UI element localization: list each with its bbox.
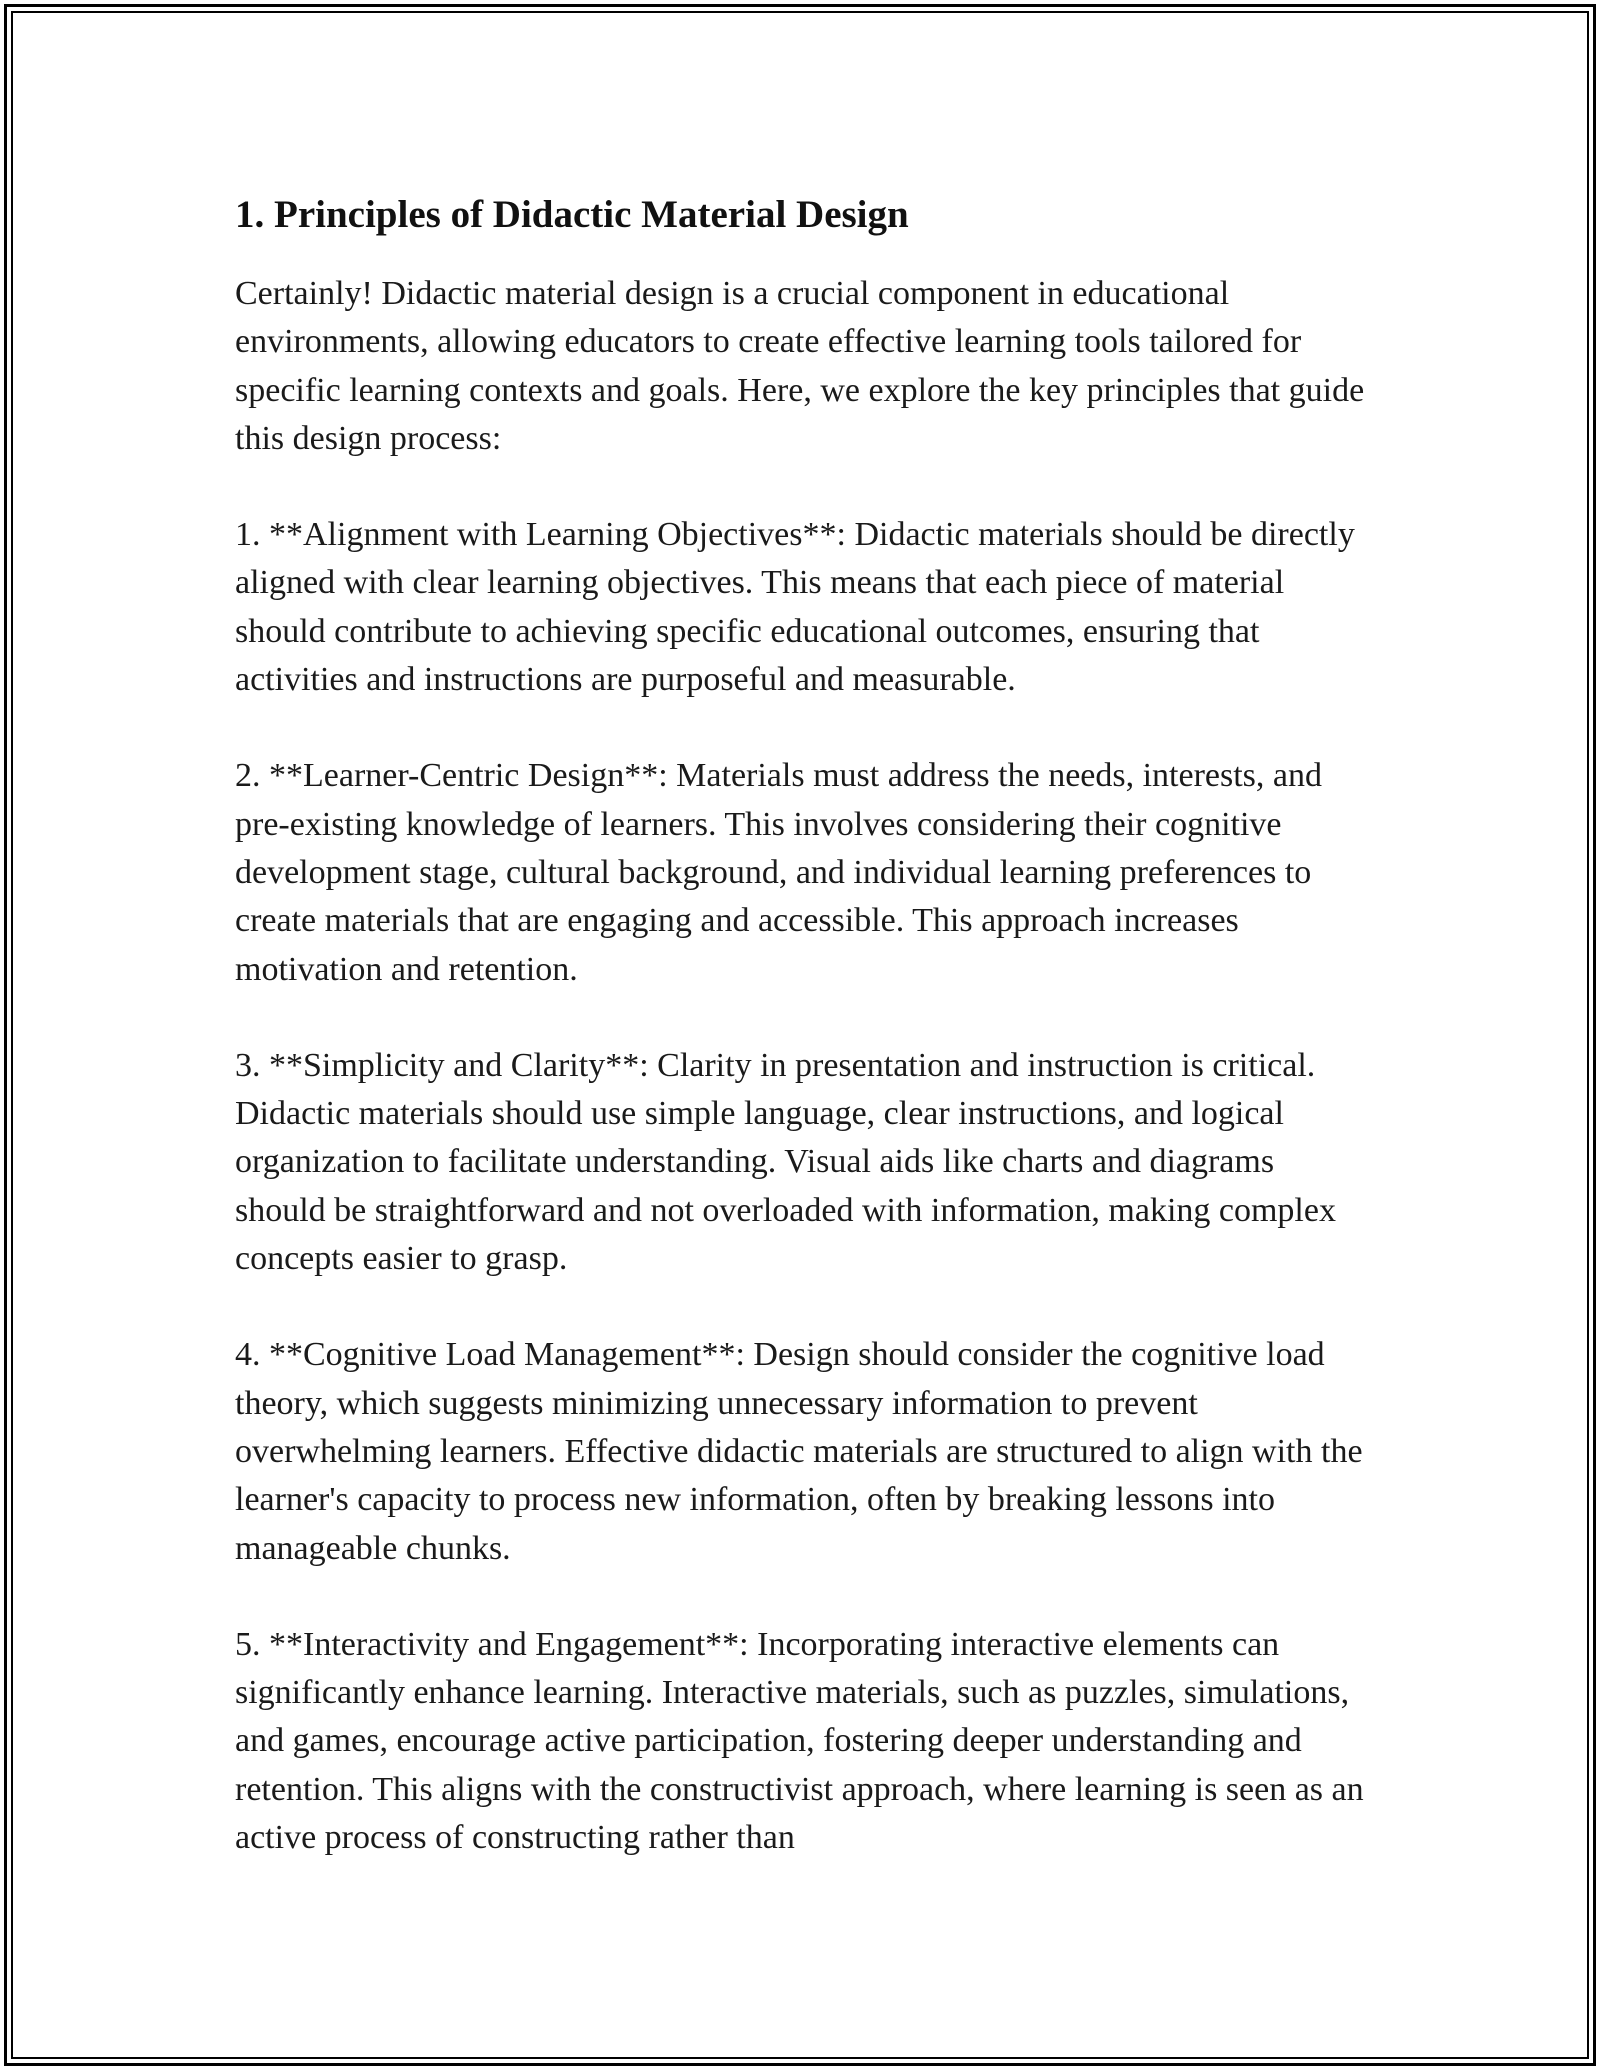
- paragraph-interactivity: 5. **Interactivity and Engagement**: Incorporating interactive elements can significantly enhance learning. Interactive materials, such as puzzles, simulations, and games, encourage active participation, fostering deeper understanding and retention. This aligns with the constructivist approach, where learning is seen as an active process of constructing rather than: [235, 1625, 1364, 1857]
- document-body: [235, 188, 1365, 1862]
- paragraph-learner-centric: 2. **Learner-Centric Design**: Materials must address the needs, interests, and pre-existing knowledge of learners. This involves considering their cognitive development stage, cultural background, and individual learning preferences to create materials that are engaging and accessible. This approach increases motivation and retention.: [235, 757, 1323, 988]
- paragraph-alignment: 1. **Alignment with Learning Objectives**: Didactic materials should be directly aligned with clear learning objectives. This means that each piece of material should contribute to achieving specific educational outcomes, ensuring that activities and instructions are purposeful and measurable.: [235, 516, 1355, 699]
- paragraph-simplicity: 3. **Simplicity and Clarity**: Clarity in presentation and instruction is critical. Didactic materials should use simple language, clear instructions, and logical organization to facilitate understanding. Visual aids like charts and diagrams should be straightforward and not overloaded with information, making complex concepts easier to grasp.: [235, 1046, 1336, 1278]
- page-title: 1. Principles of Didactic Material Design: [235, 193, 909, 236]
- paragraph-intro: Certainly! Didactic material design is a crucial component in educational environments, allowing educators to create effective learning tools tailored for specific learning contexts and goals. Here, we explore the key principles that guide this design process:: [235, 275, 1365, 457]
- paragraph-cognitive-load: 4. **Cognitive Load Management**: Design should consider the cognitive load theory, which suggests minimizing unnecessary information to prevent overwhelming learners. Effective didactic materials are structured to align with the learner's capacity to process new information, often by breaking lessons into manageable chunks.: [235, 1336, 1363, 1567]
